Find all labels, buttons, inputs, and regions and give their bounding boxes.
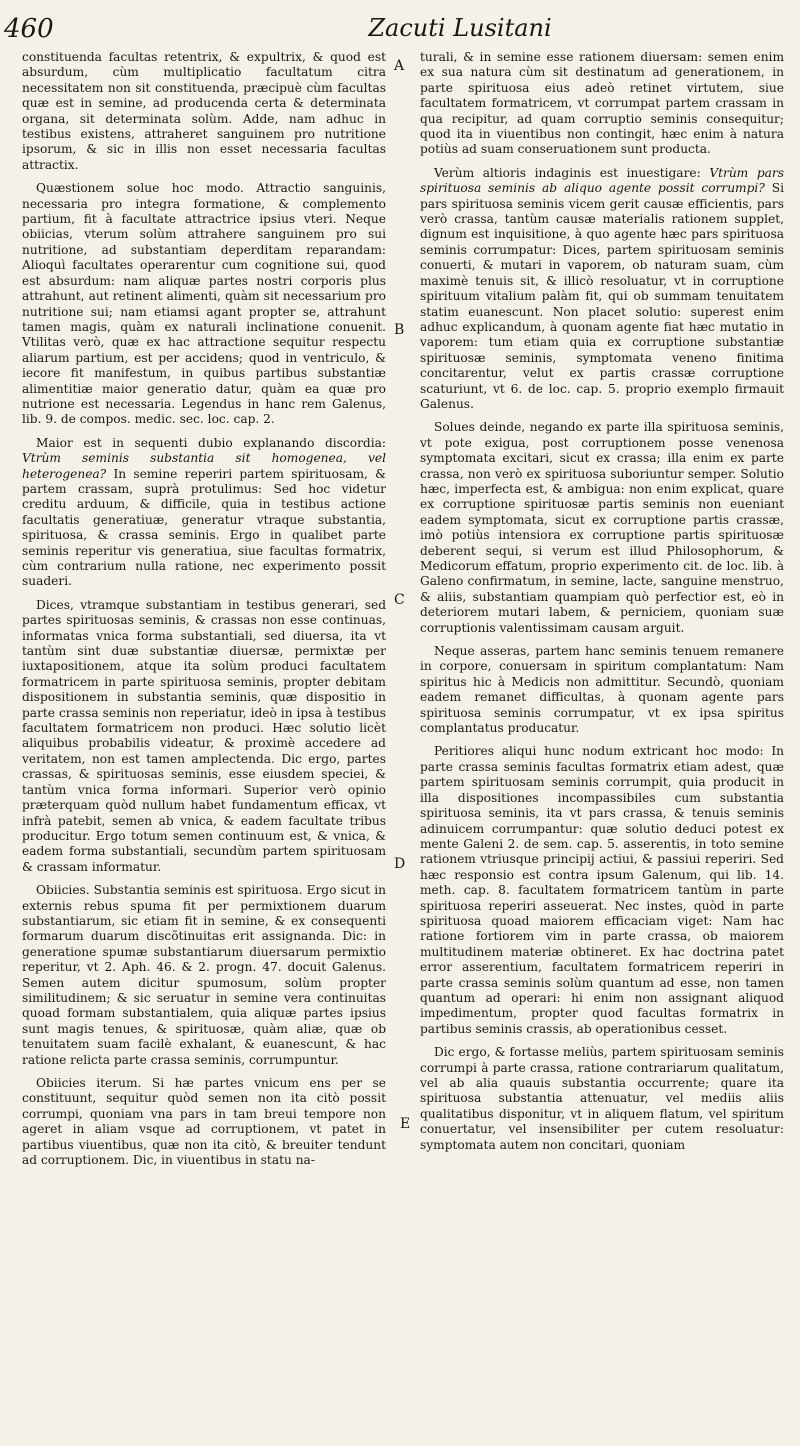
question-heading: Vtrùm pars spirituosa seminis ab aliquo agente possit corrumpi? — [420, 165, 784, 196]
paragraph: Quæstionem solue hoc modo. Attractio sanguinis, necessaria pro integra formatione, & complemento partium, fit à facultate attractrice ipsius vteri. Neque obiicias, vterum solùm attrahere sanguinem pro sui nutritione, ad substantiam deperditam reparandam: Alioquì facultates operarentur cum cognitione sui, quod est absurdum: nam aliquæ partes nostri corporis plus attrahunt, aut retinent alimenti, quàm sit necessarium pro nutritione sui; nam etiamsi agant propter se, attrahunt tamen magis, quàm ex naturali inclinatione conuenit. Vtilitas verò, quæ ex hac attractione sequitur respectu aliarum partium, est per accidens; quod in ventriculo, & iecore fit manifestum, in quibus partibus substantiæ alimentitiæ maior generatio datur, quàm ea quæ pro nutrione est necessaria. Legendus in hanc rem Galenus, lib. 9. de compos. medic. sec. loc. cap. 2. — [22, 181, 386, 427]
margin-letter-b: B — [394, 322, 405, 338]
page-number: 460 — [4, 14, 54, 44]
paragraph: constituenda facultas retentrix, & expultrix, & quod est absurdum, cùm multiplicatio facultatum citra necessitatem non sit constituenda, præcipuè cùm facultas quæ est in semine, ad producenda certa & determinata organa, sit determinata solùm. Adde, nam adhuc in testibus existens, attraheret sanguinem pro nutritione ipsorum, & sic in illis non esset necessaria facultas attractix. — [22, 50, 386, 172]
paragraph: Obiicies iterum. Si hæ partes vnicum ens per se constituunt, sequitur quòd semen non ita citò possit corrumpi, quoniam vna pars in tam breui tempore non ageret in aliam vsque ad corruptionem, vt patet in partibus viuentibus, quæ non ita citò, & breuiter tendunt ad corruptionem. Dic, in viuentibus in statu na- — [22, 1076, 386, 1168]
paragraph-body: In semine reperiri partem spirituosam, & partem crassam, suprà protulimus: Sed hoc videtur creditu arduum, & difficile, quia in testibus actione facultatis generatiuæ, generatur vtraque substantia, spirituosa, & crassa seminis. Ergo in qualibet parte seminis reperitur vis generatiua, siue facultas formatrix, cùm contrarium nulla ratione, nec experimento possit suaderi. — [22, 466, 387, 589]
left-column — [22, 50, 386, 1176]
paragraph — [22, 436, 386, 590]
paragraph — [420, 166, 784, 413]
paragraph-intro: Verùm altioris indaginis est inuestigare: — [434, 165, 701, 180]
paragraph: Dices, vtramque substantiam in testibus generari, sed partes spirituosas seminis, & crassas non esse continuas, informatas vnica forma substantiali, sed diuersa, ita vt tantùm sint duæ substantiæ diuersæ, permixtæ per iuxtapositionem, atque ita solùm produci facultatem formatricem in parte spirituosa seminis, propter debitam dispositionem in substantia seminis, quæ dispositio in parte crassa seminis non reperiatur, ideò in ipsa à testibus facultatem formatricem non produci. Hæc solutio licèt aliquibus probabilis videatur, & proximè accedere ad veritatem, non est tamen amplectenda. Dic ergo, partes crassas, & spirituosas seminis, esse eiusdem speciei, & tantùm vnica forma informari. Superior verò opinio præterquam quòd nullum habet fundamentum efficax, vt infrà patebit, semen ab vnica, & eadem facultate tribus producitur. Ergo totum semen continuum est, & vnica, & eadem forma substantiali, secundùm partem spirituosam & crassam informatur. — [22, 597, 386, 874]
margin-letter-a: A — [394, 58, 405, 74]
margin-letter-e: E — [400, 1116, 411, 1132]
running-title: Zacuti Lusitani — [368, 14, 552, 42]
right-column — [420, 50, 784, 1161]
paragraph-intro: Maior est in sequenti dubio explanando discordia: — [36, 435, 386, 450]
paragraph-body: Si pars spirituosa seminis vicem gerit causæ efficientis, pars verò crassa, tantùm causæ materialis rationem supplet, dignum est inquisitione, à quo agente hæc pars spirituosa seminis corrumpatur: Dices, partem spirituosam seminis conuerti, & mutari in vaporem, ob naturam suam, cùm maximè tenuis sit, & illicò resoluatur, vt in corruptione spirituum vitalium palàm fit, qui ob summam tenuitatem statim euanescunt. Non placet solutio: superest enim adhuc explicandum, à quonam agente fiat hæc mutatio in vaporem: tum etiam quia ex corruptione substantiæ spirituosæ seminis, symptomata veneno finitima concitarentur, velut ex partis crassæ corruptione scaturiunt, vt 6. de loc. cap. 5. proprio exemplo firmauit Galenus. — [420, 181, 784, 411]
margin-letter-c: C — [394, 592, 405, 608]
margin-letter-d: D — [394, 856, 406, 872]
page-header — [0, 14, 800, 54]
paragraph: Peritiores aliqui hunc nodum extricant hoc modo: In parte crassa seminis facultas formatrix etiam adest, quæ partem spirituosam seminis corrumpit, quia producit in illa dispositiones incompassibiles cum substantia spirituosa seminis, ita vt pars crassa, & tenuis seminis adinuicem corrumpantur: quæ solutio deduci potest ex mente Galeni 2. de sem. cap. 5. asserentis, in toto semine rationem vtriusque principij actiui, & passiui reperiri. Sed hæc responsio est contra ipsum Galenum, qui lib. 14. meth. cap. 8. facultatem formatricem tantùm in parte spirituosa reperiri asseuerat. Nec instes, quòd in parte spirituosa quoad maiorem efficaciam viget: Nam hac ratione fortiorem vim in parte crassa, ob maiorem multitudinem materiæ obtineret. Ex hac doctrina patet error asserentium, facultatem formatricem reperiri in parte crassa seminis solùm quantum ad esse, non tamen quantum ad operari: hi enim non assignant aliquod impedimentum, propter quod facultas formatrix in partibus seminis crassis, ab operationibus cesset. — [420, 744, 784, 1036]
paragraph: Dic ergo, & fortasse meliùs, partem spirituosam seminis corrumpi à parte crassa, ratione contrariarum qualitatum, vel ab alia quauis substantia occurrente; quare ita spirituosa substantia attenuatur, vel mediis aliis qualitatibus disponitur, vt in aliquem flatum, vel spiritum conuertatur, vel insensibiliter per cutem resoluatur: symptomata autem non concitari, quoniam — [420, 1045, 784, 1152]
paragraph: turali, & in semine esse rationem diuersam: semen enim ex sua natura cùm sit destinatum ad generationem, in parte spirituosa eius adeò retinet virtutem, siue facultatem formatricem, vt corrumpat partem crassam in qua recipitur, ad quam corruptio seminis consequitur; quod ita in viuentibus non contingit, hæc enim à natura potiùs ad suam conseruationem sunt producta. — [420, 50, 784, 157]
question-heading: Vtrùm seminis substantia sit homogenea, vel heterogenea? — [22, 451, 386, 481]
paragraph: Solues deinde, negando ex parte illa spirituosa seminis, vt pote exigua, post corruptionem posse venenosa symptomata excitari, sicut ex crassa; illa enim ex parte crassa, non verò ex spirituosa suboriuntur semper. Solutio hæc, imperfecta est, & ambigua: non enim explicat, quare ex corruptione spirituosæ partis seminis non eueniant eadem symptomata, sicut ex corruptione partis crassæ, imò potiùs intensiora ex corruptione partis spirituosæ deberent sequi, si verum est illud Philosophorum, & Medicorum effatum, proprio experimento cit. de loc. lib. à Galeno confirmatum, in semine, lacte, sanguine menstruo, & aliis, substantiam quampiam quò perfectior est, eò in deteriorem mutari labem, & perniciem, quoniam suæ corruptionis valentissimam causam arguit. — [420, 420, 784, 635]
paragraph: Obiicies. Substantia seminis est spirituosa. Ergo sicut in externis rebus spuma fit per permixtionem duarum substantiarum, sic etiam fit in semine, & ex consequenti formarum duarum discõtinuitas erit assignanda. Dic: in generatione spumæ substantiarum diuersarum permixtio reperitur, vt 2. Aph. 46. & 2. progn. 47. docuit Galenus. Semen autem dicitur spumosum, solùm propter similitudinem; & sic seruatur in semine vera continuitas quoad formam substantialem, quia aliquæ partes ipsius sunt magis tenues, & spirituosæ, quàm aliæ, quæ ob tenuitatem suam facilè exhalant, & euanescunt, & hac ratione relicta parte crassa seminis, corrumpuntur. — [22, 883, 386, 1067]
paragraph: Neque asseras, partem hanc seminis tenuem remanere in corpore, conuersam in spiritum complantatum: Nam spiritus hic à Medicis non admittitur. Secundò, quoniam eadem remanet difficultas, à quonam agente pars spirituosa seminis corrumpatur, vt ex ipsa spiritus complantatus producatur. — [420, 644, 784, 736]
